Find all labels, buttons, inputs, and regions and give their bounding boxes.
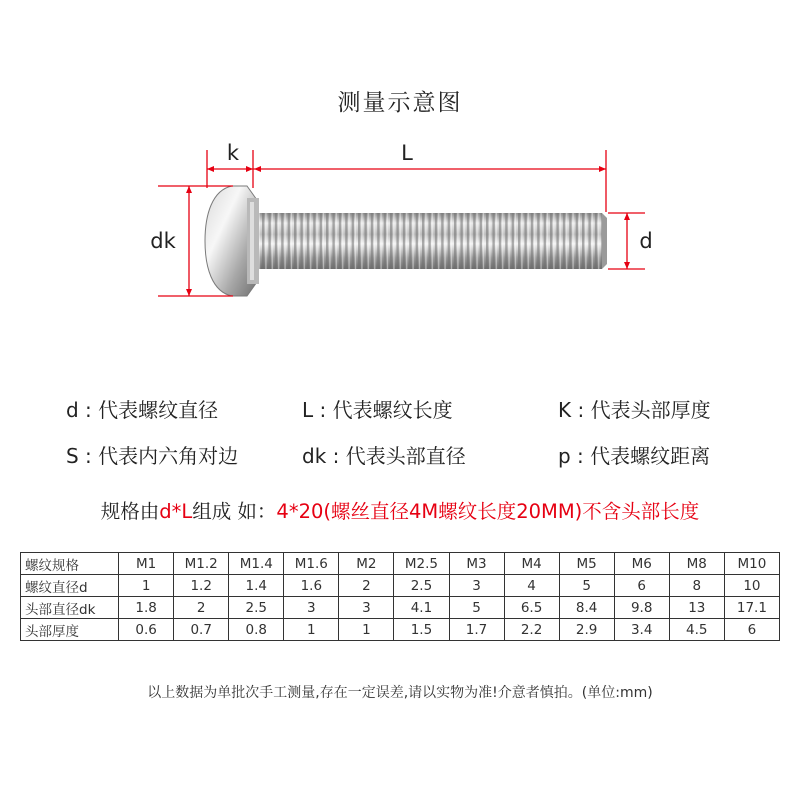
- page-title: 测量示意图: [337, 90, 463, 116]
- table-cell: 17.1: [724, 597, 779, 619]
- table-cell: M3: [449, 553, 504, 575]
- table-cell: M1.2: [174, 553, 229, 575]
- table-cell: 4.5: [669, 619, 724, 641]
- table-cell: 4: [504, 575, 559, 597]
- table-cell: 1: [339, 619, 394, 641]
- legend-item-d: d : 代表螺纹直径: [66, 398, 219, 422]
- legend-item-dk: dk : 代表头部直径: [302, 444, 466, 468]
- table-cell: 1: [119, 575, 174, 597]
- legend-item-L: L : 代表螺纹长度: [302, 398, 453, 422]
- k-label: k: [226, 141, 240, 165]
- table-cell: M8: [669, 553, 724, 575]
- table-cell: 2: [339, 575, 394, 597]
- table-cell: M6: [614, 553, 669, 575]
- spec-formula: d*L: [159, 500, 193, 523]
- L-label: L: [401, 141, 413, 165]
- spec-description: [0, 496, 800, 524]
- table-cell: 5: [449, 597, 504, 619]
- table-row: [21, 575, 780, 597]
- spec-middle: 组成 如：: [192, 500, 277, 523]
- table-row: [21, 597, 780, 619]
- table-cell: 8.4: [559, 597, 614, 619]
- spec-prefix: 规格由: [100, 500, 160, 523]
- table-cell: 2.5: [394, 575, 449, 597]
- table-cell: 3: [339, 597, 394, 619]
- table-cell: 3.4: [614, 619, 669, 641]
- table-cell: 2.5: [229, 597, 284, 619]
- legend-item-p: p : 代表螺纹距离: [558, 444, 711, 468]
- table-cell: M10: [724, 553, 779, 575]
- row-label: 螺纹规格: [21, 553, 119, 575]
- dk-label: dk: [150, 229, 176, 253]
- table-cell: 2: [174, 597, 229, 619]
- row-label: 头部厚度: [21, 619, 119, 641]
- screw-shaft: [258, 213, 607, 269]
- screw-head: [205, 186, 259, 296]
- table-cell: 2.2: [504, 619, 559, 641]
- table-cell: 2.9: [559, 619, 614, 641]
- table-cell: 10: [724, 575, 779, 597]
- table-cell: 0.6: [119, 619, 174, 641]
- spec-example: 4*20(螺丝直径4M螺纹长度20MM)不含头部长度: [276, 500, 700, 523]
- table-cell: 1.5: [394, 619, 449, 641]
- spec-table: [20, 552, 780, 641]
- table-cell: 9.8: [614, 597, 669, 619]
- table-cell: 1: [284, 619, 339, 641]
- table-cell: 1.8: [119, 597, 174, 619]
- table-cell: M5: [559, 553, 614, 575]
- table-row: [21, 619, 780, 641]
- table-cell: M1.4: [229, 553, 284, 575]
- table-cell: 0.8: [229, 619, 284, 641]
- legend-item-S: S : 代表内六角对边: [66, 444, 239, 468]
- table-cell: 6: [614, 575, 669, 597]
- table-cell: 0.7: [174, 619, 229, 641]
- table-cell: 1.2: [174, 575, 229, 597]
- table-cell: 6.5: [504, 597, 559, 619]
- table-cell: 6: [724, 619, 779, 641]
- table-cell: 1.7: [449, 619, 504, 641]
- row-label: 螺纹直径d: [21, 575, 119, 597]
- table-cell: 4.1: [394, 597, 449, 619]
- table-cell: M2.5: [394, 553, 449, 575]
- table-cell: 1.4: [229, 575, 284, 597]
- table-cell: 13: [669, 597, 724, 619]
- table-cell: M1: [119, 553, 174, 575]
- row-label: 头部直径dk: [21, 597, 119, 619]
- table-cell: M1.6: [284, 553, 339, 575]
- table-cell: 5: [559, 575, 614, 597]
- table-cell: 8: [669, 575, 724, 597]
- table-cell: M2: [339, 553, 394, 575]
- table-cell: 1.6: [284, 575, 339, 597]
- disclaimer-note: 以上数据为单批次手工测量,存在一定误差,请以实物为准!介意者慎拍。(单位:mm): [147, 685, 653, 701]
- table-cell: 3: [449, 575, 504, 597]
- table-cell: 3: [284, 597, 339, 619]
- table-row: [21, 553, 780, 575]
- table-cell: M4: [504, 553, 559, 575]
- d-label: d: [639, 229, 653, 253]
- legend-item-K: K : 代表头部厚度: [558, 398, 711, 422]
